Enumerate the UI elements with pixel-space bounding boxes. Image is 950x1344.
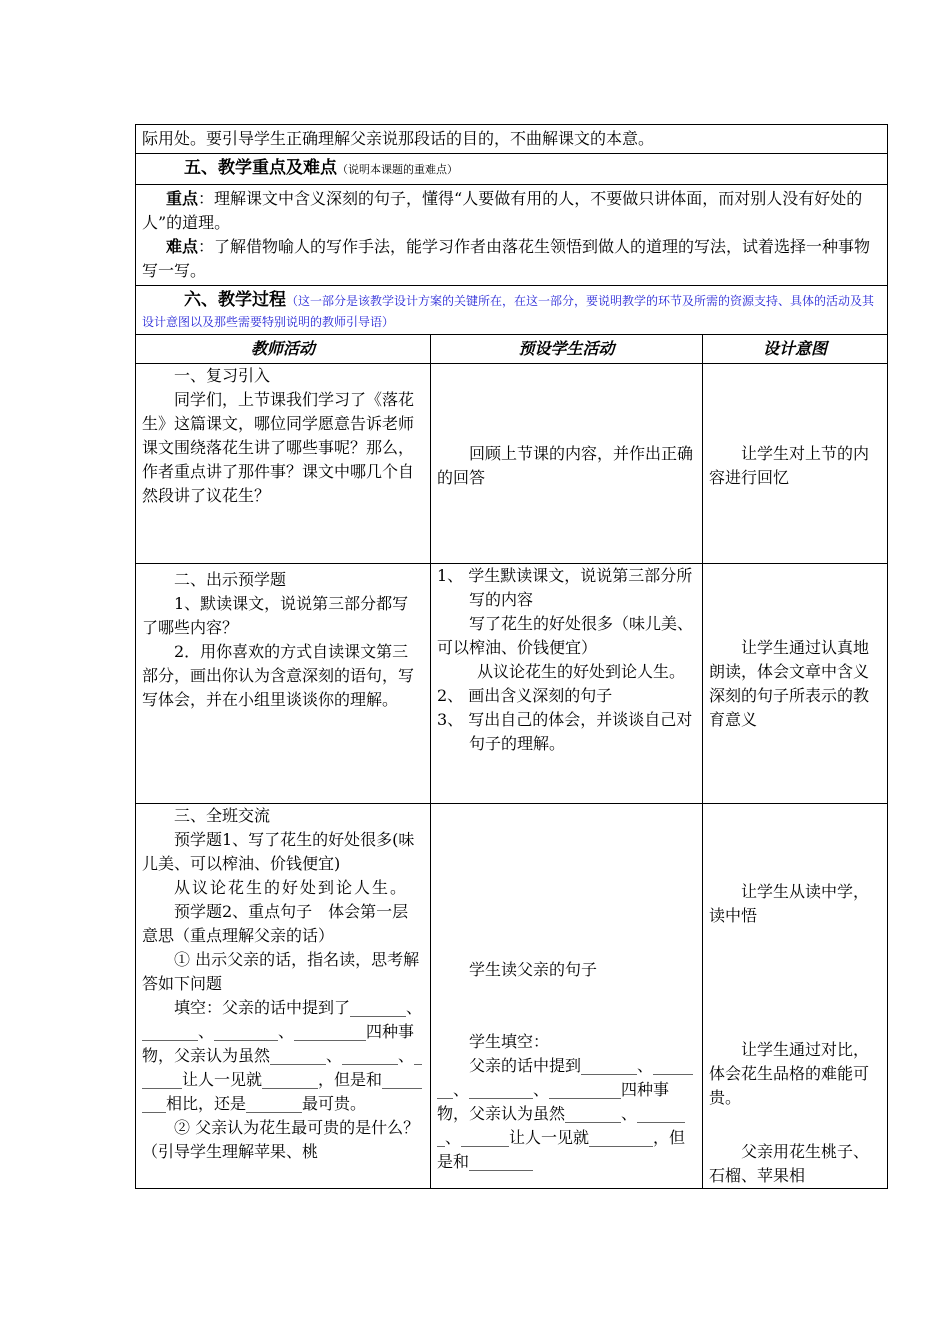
teacher-text: ② 父亲认为花生最可贵的是什么？（引导学生理解苹果、桃	[142, 1118, 420, 1161]
student-text: 2、 画出含义深刻的句子	[437, 686, 613, 705]
teacher-text: 填空：父亲的话中提到了_______、_______、________、_________四种事物，父亲认为虽然_______、_______、______让人一见就_______，但是和________相比，还是_______最可贵。	[142, 998, 423, 1113]
section5-note: （说明本课题的重难点）	[337, 163, 458, 176]
intent-text: 让学生通过对比，体会花生品格的难能可贵。	[709, 1040, 870, 1107]
continuation-row	[136, 125, 888, 154]
teacher-text: 二、出示预学题	[174, 570, 287, 589]
student-text: 回顾上节课的内容，并作出正确的回答	[437, 443, 694, 487]
key-point-label: 重点	[166, 189, 199, 208]
intent-cell	[703, 804, 888, 1189]
difficult-point	[142, 235, 881, 283]
key-point	[142, 187, 881, 235]
intent-text: 让学生对上节的内容进行回忆	[709, 443, 870, 487]
student-text: 写了花生的好处很多（味儿美、可以榨油、价钱便宜）	[437, 614, 694, 657]
continuation-text: 际用处。要引导学生正确理解父亲说那段话的目的，不曲解课文的本意。	[136, 125, 888, 154]
intent-cell	[703, 364, 888, 564]
section5-content-row	[136, 185, 888, 286]
section5-title-row	[136, 154, 888, 185]
section6-title: 六、教学过程	[184, 290, 286, 310]
teacher-text: 同学们，上节课我们学习了《落花生》这篇课文，哪位同学愿意告诉老师课文围绕落花生讲了哪些事呢？那么，作者重点讲了那件事？课文中哪几个自然段讲了议花生？	[142, 390, 415, 505]
col-header-student: 预设学生活动	[431, 335, 703, 364]
difficult-point-text: ：了解借物喻人的写作手法，能学习作者由落花生领悟到做人的道理的写法，试着选择一种事物写一写。	[142, 237, 871, 280]
key-point-text: ：理解课文中含义深刻的句子，懂得“人要做有用的人，不要做只讲体面，而对别人没有好处的人”的道理。	[142, 189, 863, 232]
student-text: 学生读父亲的句子	[469, 960, 598, 979]
student-text: 1、 学生默读课文，说说第三部分所写的内容	[437, 566, 693, 609]
teacher-text: 预学题2、重点句子 体会第一层意思（重点理解父亲的话）	[142, 902, 409, 945]
table-row	[136, 564, 888, 804]
student-text: 3、 写出自己的体会，并谈谈自己对句子的理解。	[437, 710, 693, 753]
teacher-cell	[136, 364, 431, 564]
teacher-text: 2．用你喜欢的方式自读课文第三部分，画出你认为含意深刻的语句，写写体会，并在小组里谈谈你的理解。	[142, 642, 415, 709]
teacher-text: 三、全班交流	[174, 806, 271, 825]
section6-note: （这一部分是该教学设计方案的关键所在，在这一部分，要说明教学的环节及所需的资源支持、具体的活动及其设计意图以及那些需要特别说明的教师引导语）	[142, 294, 875, 329]
student-text: 从议论花生的好处到论人生。	[477, 662, 686, 681]
teacher-text: 预学题1、写了花生的好处很多(味儿美、可以榨油、价钱便宜)	[142, 830, 415, 873]
student-cell	[431, 804, 703, 1189]
table-row	[136, 364, 888, 564]
student-cell	[431, 364, 703, 564]
student-text: 学生填空：	[469, 1032, 550, 1051]
student-cell	[431, 564, 703, 804]
lesson-plan-page	[135, 124, 887, 1189]
col-header-teacher: 教师活动	[136, 335, 431, 364]
section6-title-row	[136, 286, 888, 335]
teacher-text: 一、复习引入	[174, 366, 271, 385]
student-text: 父亲的话中提到_______、_______、________、_________四种事物，父亲认为虽然_______、_______、______让人一见就________，但是和________	[437, 1056, 694, 1171]
teacher-text: ① 出示父亲的话，指名读，思考解答如下问题	[142, 950, 420, 993]
intent-cell	[703, 564, 888, 804]
intent-text: 让学生从读中学，读中悟	[709, 882, 870, 925]
lesson-plan-table	[135, 124, 888, 1189]
intent-text: 让学生通过认真地朗读，体会文章中含义深刻的句子所表示的教育意义	[709, 637, 870, 729]
teacher-text: 从议论花生的好处到论人生。	[174, 878, 409, 897]
table-row	[136, 804, 888, 1189]
intent-text: 父亲用花生桃子、石榴、苹果相	[709, 1142, 870, 1185]
teacher-text: 1、默读课文，说说第三部分都写了哪些内容？	[142, 594, 409, 637]
teacher-cell	[136, 804, 431, 1189]
difficult-point-label: 难点	[166, 237, 199, 256]
teacher-cell	[136, 564, 431, 804]
col-header-intent: 设计意图	[703, 335, 888, 364]
section5-title: 五、教学重点及难点	[184, 158, 337, 178]
column-header-row	[136, 335, 888, 364]
